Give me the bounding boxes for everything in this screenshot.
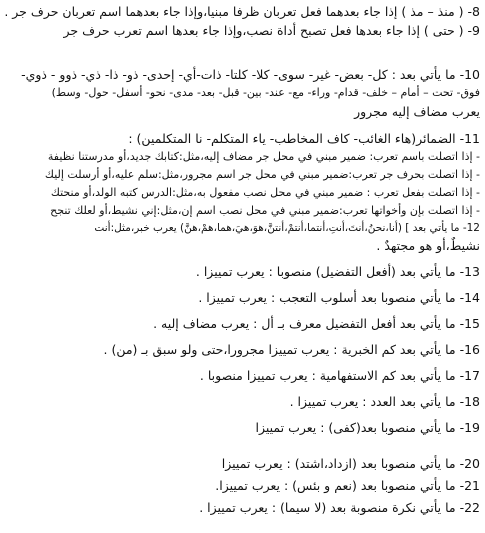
rule-21-line: 21- ما يأتي منصوبا بعد (نعم و بئس) : يعرب تمييزا. [215,478,480,493]
rule-12-line-1: 12- ما يأتي بعد ] (أنا،نحنُ،أنتَ،أنتِ،أنتما،أنتمْ،أنتنَّ،هوَ،هيَ،هما،همْ،هنَّ) يعرب خبر،مثل:أنت [94,222,480,234]
rule-22-line: 22- ما يأتي نكرة منصوبة بعد (لا سيما) : يعرب تمييزا . [199,500,480,515]
rule-9-line: 9- ( حتى ) إذا جاء بعدها فعل تصبح أداة نصب،وإذا جاء بعدها اسم تعرب حرف جر [63,23,480,38]
rule-15-line: 15- ما يأتي بعد أفعل التفضيل معرف بـ أل : يعرب مضاف إليه . [153,316,480,331]
rule-10-line-1: 10- ما يأتي بعد : كل- بعض- غير- سوى- كلا- كلتا- ذات-أي- إحدى- ذو- ذا- ذي- ذوو - ذوي- [21,67,480,82]
rule-20-line: 20- ما يأتي منصوبا بعد (ازداد،اشتد) : يعرب تمييزا [221,456,480,471]
rule-10-line-2: فوق- تحت – أمام – خلف- قدام- وراء- مع- عند- بين- قبل- بعد- مدى- نحو- أسفل- حول- وسط) [51,86,480,99]
rule-12-line-2: نشيطٌ،أو هو مجتهدٌ . [376,238,480,253]
rule-14-line: 14- ما يأتي منصوبا بعد أسلوب التعجب : يعرب تمييزا . [198,290,480,305]
rule-18-line: 18- ما يأتي بعد العدد : يعرب تمييزا . [289,394,480,409]
rule-11-item-4: - إذا اتصلت بإن وأخواتها تعرب:ضمير مبني في محل نصب اسم إن،مثل:إني نشيط،أو لعلك تنجح [50,204,480,217]
rule-11-item-3: - إذا اتصلت بفعل تعرب : ضمير مبني في محل نصب مفعول به،مثل:الدرس كتبه الولد،أو منحتك [50,186,480,199]
rule-10-line-3: يعرب مضاف إليه مجرور [354,104,480,119]
rule-11-item-1: - إذا اتصلت باسم تعرب: ضمير مبني في محل جر مضاف إليه،مثل:كتابك جديد،أو مدرستنا نظيفة [47,150,480,163]
rule-17-line: 17- ما يأتي بعد كم الاستفهامية : يعرب تمييزا منصوبا . [199,368,480,383]
rule-16-line: 16- ما يأتي بعد كم الخبرية : يعرب تمييزا مجرورا،حتى ولو سبق بـ (من) . [103,342,480,357]
rule-8-line: 8- ( منذ – مذ ) إذا جاء بعدهما فعل تعربان ظرفا مبنيا،وإذا جاء بعدهما اسم تعربان حرف جر . [4,4,480,19]
rule-11-heading: 11- الضمائر(هاء الغائب- كاف المخاطب- ياء المتكلم- نا المتكلمين) : [128,131,480,146]
rule-13-line: 13- ما يأتي بعد (أفعل التفضيل) منصوبا : يعرب تمييزا . [195,264,480,279]
rule-11-item-2: - إذا اتصلت بحرف جر تعرب:ضمير مبني في محل جر اسم مجرور،مثل:سلم عليه،أو أرسلت إليك [44,168,480,181]
rule-19-line: 19- ما يأتي منصوبا بعد(كفى) : يعرب تمييزا [255,420,480,435]
